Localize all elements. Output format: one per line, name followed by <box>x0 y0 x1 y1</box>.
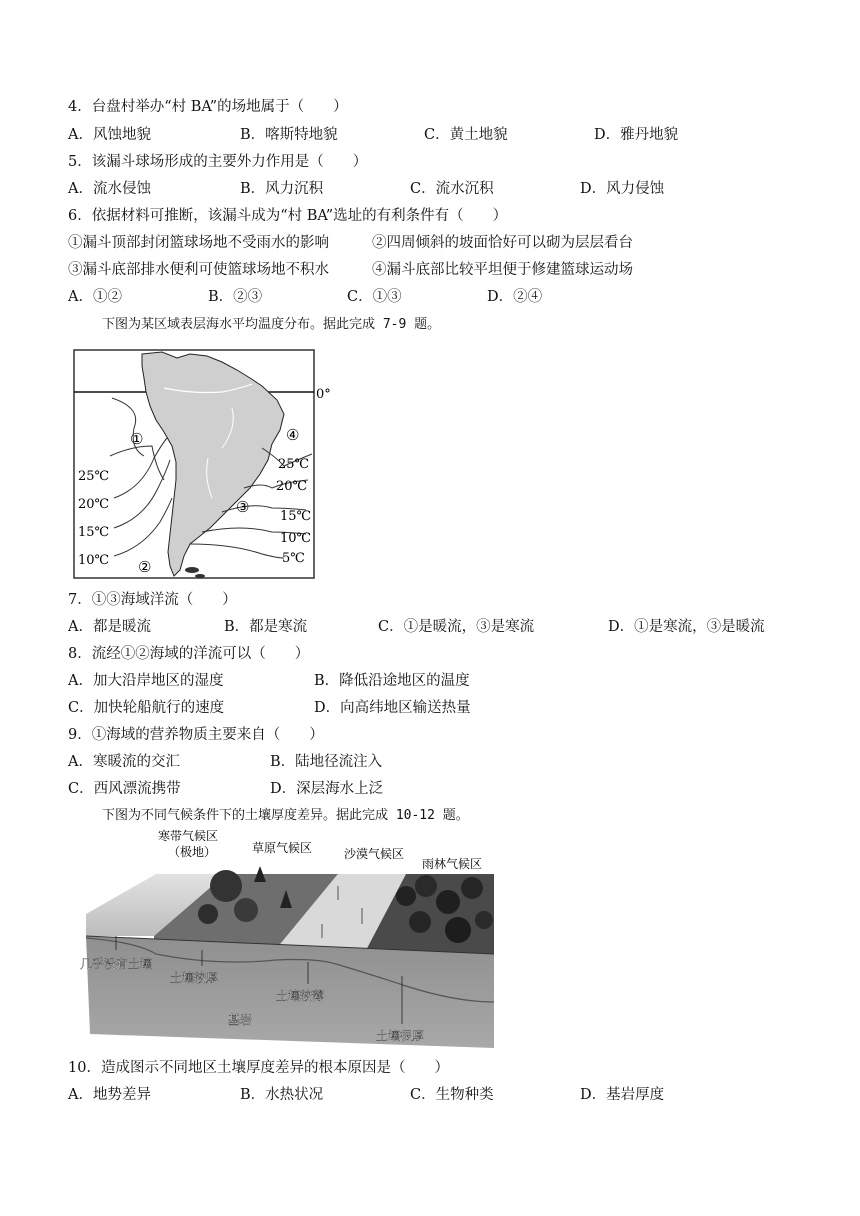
label-almost-no-soil: 几乎没有土壤 <box>80 957 153 971</box>
q10-option-d: D．基岩厚度 <box>580 1087 665 1103</box>
q5-option-a: A．流水侵蚀 <box>68 181 151 197</box>
sea-temperature-map <box>72 348 342 582</box>
east-isotherm-20: 20℃ <box>276 479 308 494</box>
q5-stem: 5．该漏斗球场形成的主要外力作用是（ ） <box>68 154 368 170</box>
q7-option-a: A．都是暖流 <box>68 619 151 635</box>
q9-option-c: C．西风漂流携带 <box>68 781 181 797</box>
q6-statement-3: ③漏斗底部排水便利可使篮球场地不积水 <box>68 262 329 278</box>
marker-1: ① <box>130 430 144 448</box>
q4-option-c: C．黄土地貌 <box>424 127 508 143</box>
q7-option-b: B．都是寒流 <box>224 619 308 635</box>
east-isotherm-25: 25℃ <box>278 457 310 472</box>
q10-option-c: C．生物种类 <box>410 1087 494 1103</box>
zone-desert: 沙漠气候区 <box>344 847 405 861</box>
label-bedrock: 基岩 <box>228 1013 253 1027</box>
q6-option-a: A．①② <box>68 289 122 305</box>
west-isotherm-20: 20℃ <box>78 497 110 512</box>
q5-option-b: B．风力沉积 <box>240 181 324 197</box>
q5-option-c: C．流水沉积 <box>410 181 494 197</box>
equator-label: 0° <box>316 387 331 402</box>
q4-option-d: D．雅丹地貌 <box>594 127 679 143</box>
q5-option-d: D．风力侵蚀 <box>580 181 665 197</box>
label-very-thick-soil: 土壤很厚 <box>376 1029 425 1043</box>
tree-icon <box>198 904 218 924</box>
q6-option-b: B．②③ <box>208 289 263 305</box>
q6-stem: 6．依据材料可推断，该漏斗成为“村 BA”选址的有利条件有（ ） <box>68 208 508 224</box>
zone-grassland: 草原气候区 <box>252 841 313 855</box>
q6-statement-2: ②四周倾斜的坡面恰好可以砌为层层看台 <box>372 235 633 251</box>
intro-10-12: 下图为不同气候条件下的土壤厚度差异。据此完成 10-12 题。 <box>102 808 469 823</box>
east-isotherm-10: 10℃ <box>280 531 312 546</box>
q8-stem: 8．流经①②海域的洋流可以（ ） <box>68 646 310 662</box>
tree-icon <box>210 870 242 902</box>
east-isotherm-5: 5℃ <box>282 551 305 566</box>
q8-option-a: A．加大沿岸地区的湿度 <box>68 673 224 689</box>
q9-option-a: A．寒暖流的交汇 <box>68 754 180 770</box>
q6-option-c: C．①③ <box>347 289 402 305</box>
q8-option-c: C．加快轮船航行的速度 <box>68 700 225 716</box>
intro-7-9: 下图为某区域表层海水平均温度分布。据此完成 7-9 题。 <box>102 317 441 332</box>
east-isotherm-15: 15℃ <box>280 509 312 524</box>
q8-option-b: B．降低沿途地区的温度 <box>314 673 470 689</box>
soil-thickness-diagram <box>76 826 506 1054</box>
west-isotherm-15: 15℃ <box>78 525 110 540</box>
q4-stem: 4．台盘村举办“村 BA”的场地属于（ ） <box>68 99 348 115</box>
west-isotherm-25: 25℃ <box>78 469 110 484</box>
west-isotherm-10: 10℃ <box>78 553 110 568</box>
q10-option-b: B．水热状况 <box>240 1087 324 1103</box>
q4-option-a: A．风蚀地貌 <box>68 127 151 143</box>
marker-2: ② <box>138 558 152 576</box>
tierra-del-fuego <box>185 567 199 573</box>
zone-polar: 寒带气候区 <box>158 829 219 843</box>
q9-option-d: D．深层海水上泛 <box>270 781 384 797</box>
q7-stem: 7．①③海域洋流（ ） <box>68 592 237 608</box>
q6-statement-4: ④漏斗底部比较平坦便于修建篮球运动场 <box>372 262 633 278</box>
zone-polar-note: （极地） <box>168 845 217 859</box>
q8-option-d: D．向高纬地区输送热量 <box>314 700 471 716</box>
zone-rainforest: 雨林气候区 <box>422 857 483 871</box>
label-thinner-soil: 土壤较薄 <box>276 989 325 1003</box>
label-thicker-soil: 土壤较厚 <box>170 971 219 985</box>
q7-option-d: D．①是寒流，③是暖流 <box>608 619 765 635</box>
q4-option-b: B．喀斯特地貌 <box>240 127 338 143</box>
q6-option-d: D．②④ <box>487 289 543 305</box>
marker-4: ④ <box>286 426 300 444</box>
q10-stem: 10．造成图示不同地区土壤厚度差异的根本原因是（ ） <box>68 1060 449 1076</box>
q6-statement-1: ①漏斗顶部封闭篮球场地不受雨水的影响 <box>68 235 329 251</box>
q7-option-c: C．①是暖流，③是寒流 <box>378 619 535 635</box>
q10-option-a: A．地势差异 <box>68 1087 151 1103</box>
q9-option-b: B．陆地径流注入 <box>270 754 383 770</box>
q9-stem: 9．①海域的营养物质主要来自（ ） <box>68 727 324 743</box>
marker-3: ③ <box>236 498 250 516</box>
tree-icon <box>234 898 258 922</box>
